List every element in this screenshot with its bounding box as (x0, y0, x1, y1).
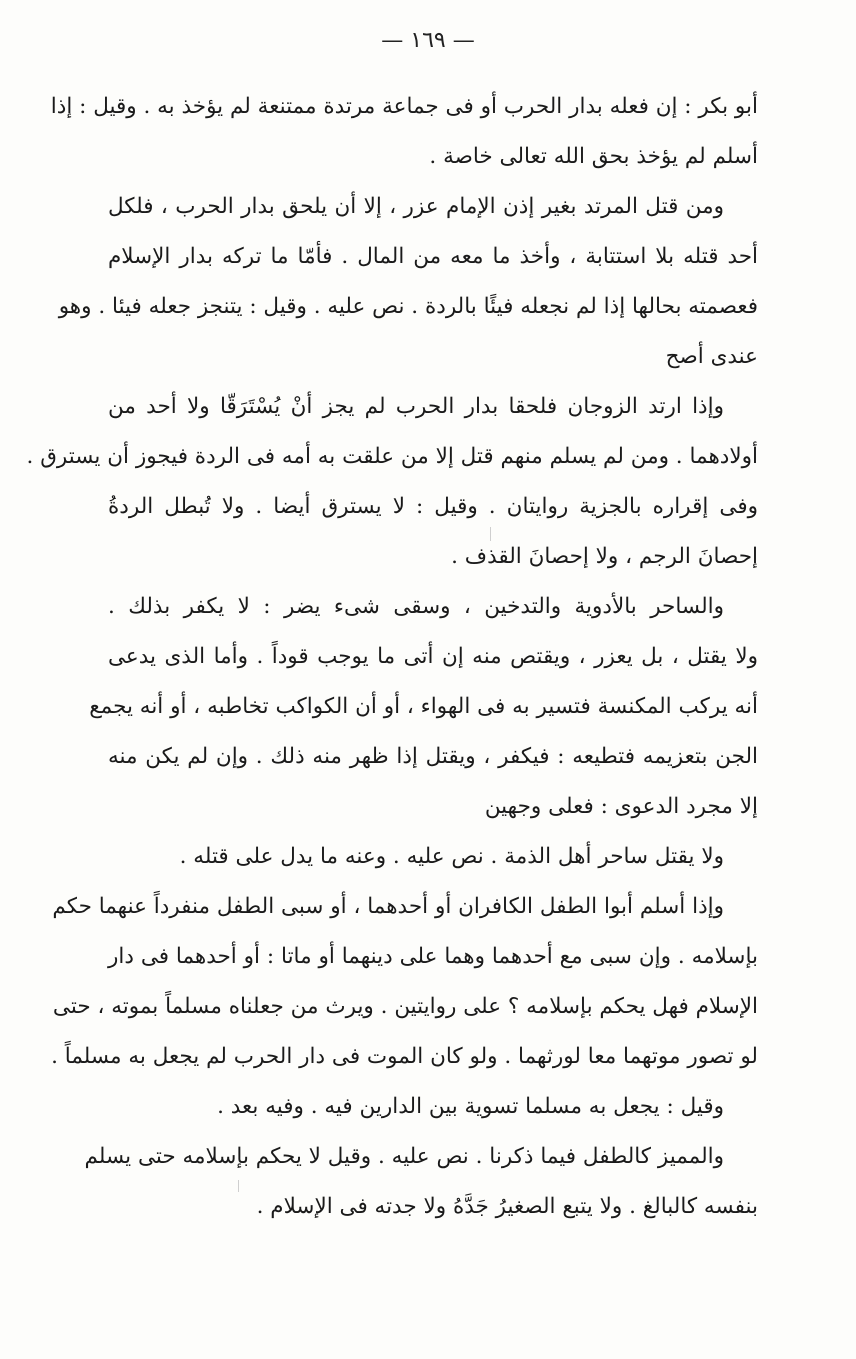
text-line: وقيل : يجعل به مسلما تسوية بين الدارين فيه . وفيه بعد . (217, 1094, 724, 1119)
text-line: أحد قتله بلا استتابة ، وأخذ ما معه من المال . فأمّا ما تركه بدار الإسلام (108, 244, 758, 269)
text-line: إلا مجرد الدعوى : فعلى وجهين (484, 794, 758, 819)
text-line: ولا يقتل ساحر أهل الذمة . نص عليه . وعنه ما يدل على قتله . (179, 844, 724, 869)
text-line: الجن بتعزيمه فتطيعه : فيكفر ، ويقتل إذا ظهر منه ذلك . وإن لم يكن منه (108, 744, 758, 769)
text-line: الإسلام فهل يحكم بإسلامه ؟ على روايتين . ويرث من جعلناه مسلماً بموته ، حتى (52, 994, 758, 1019)
scan-mark (490, 527, 491, 541)
text-line: وفى إقراره بالجزية روايتان . وقيل : لا يسترق أيضا . ولا تُبطل الردةُ (108, 494, 758, 519)
text-line: لو تصور موتهما معا لورثهما . ولو كان الموت فى دار الحرب لم يجعل به مسلماً . (51, 1044, 758, 1069)
text-line: بنفسه كالبالغ . ولا يتبع الصغيرُ جَدَّهُ ولا جدته فى الإسلام . (256, 1194, 758, 1219)
text-line: فعصمته بحالها إذا لم نجعله فيئًا بالردة . نص عليه . وقيل : يتنجز جعله فيئا . وهو (58, 294, 758, 319)
text-line: إحصانَ الرجم ، ولا إحصانَ القذف . (451, 544, 758, 569)
text-line: وإذا ارتد الزوجان فلحقا بدار الحرب لم يجز أنْ يُسْتَرَقّا ولا أحد من (108, 394, 724, 419)
text-line: بإسلامه . وإن سبى مع أحدهما وهما على دينهما أو ماتا : أو أحدهما فى دار (108, 944, 758, 969)
text-line: أولادهما . ومن لم يسلم منهم قتل إلا من علقت به أمه فى الردة فيجوز أن يسترق . (26, 444, 758, 469)
text-line: والساحر بالأدوية والتدخين ، وسقى شىء يضر : لا يكفر بذلك . (108, 594, 724, 619)
text-line: أسلم لم يؤخذ بحق الله تعالى خاصة . (429, 144, 758, 169)
text-line: أبو بكر : إن فعله بدار الحرب أو فى جماعة مرتدة ممتنعة لم يؤخذ به . وقيل : إذا (50, 94, 758, 119)
text-line: أنه يركب المكنسة فتسير به فى الهواء ، أو أن الكواكب تخاطبه ، أو أنه يجمع (89, 694, 758, 719)
scan-mark (238, 1180, 239, 1192)
text-line: ومن قتل المرتد بغير إذن الإمام عزر ، إلا أن يلحق بدار الحرب ، فلكل (108, 194, 724, 219)
text-line: ولا يقتل ، بل يعزر ، ويقتص منه إن أتى ما يوجب قوداً . وأما الذى يدعى (108, 644, 758, 669)
text-line: والمميز كالطفل فيما ذكرنا . نص عليه . وقيل لا يحكم بإسلامه حتى يسلم (84, 1144, 724, 1169)
text-line: عندى أصح (665, 344, 758, 369)
page-number: — ١٦٩ — (381, 28, 475, 53)
text-line: وإذا أسلم أبوا الطفل الكافران أو أحدهما ، أو سبى الطفل منفرداً عنهما حكم (52, 894, 724, 919)
body-text (26, 82, 758, 1232)
